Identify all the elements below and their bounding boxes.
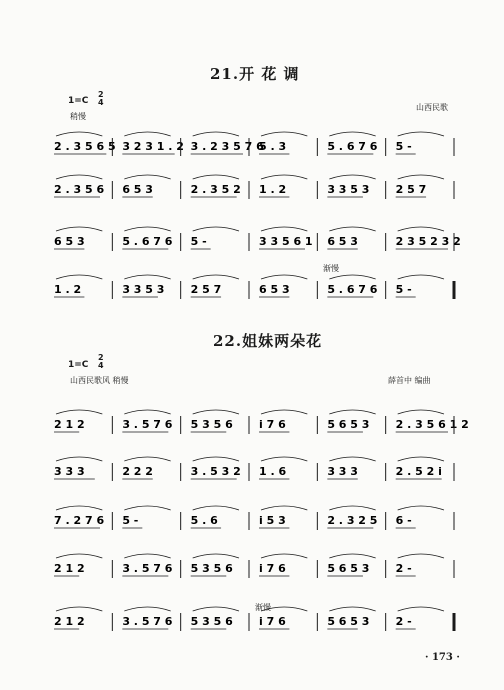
song2-slur-4-2 [193,607,239,611]
song1-slur-2-3 [261,227,307,231]
song2-slur-0-5 [398,410,444,414]
song1-measure-2-3: 3 3 5 6 1 [259,235,313,248]
song2-slur-1-5 [398,457,444,461]
song2-measure-0-3: i 7 6 [259,418,286,431]
song2-slur-3-2 [193,554,239,558]
song1-tempo: 稍慢 [70,112,86,121]
song2-measure-0-4: 5 6 5 3 [327,418,370,431]
song1-source: 山西民歌 [416,103,448,112]
song2-slur-4-1 [124,607,170,611]
song2-measure-3-1: 3 . 5 7 6 [122,562,173,575]
song2-slur-1-1 [124,457,170,461]
song1-measure-1-2: 2 . 3 5 2 [190,183,241,196]
song2-tempo-mark: 渐慢 [255,603,271,612]
song1-slur-2-1 [124,227,170,231]
song2-measure-4-5: 2 - [395,615,412,628]
song1-slur-1-3 [261,175,307,179]
song2-slur-1-4 [329,457,375,461]
song1-slur-3-0 [56,275,102,279]
song2-measure-3-2: 5 3 5 6 [190,562,233,575]
song1-measure-0-5: 5 - [395,140,412,153]
song2-measure-4-4: 5 6 5 3 [327,615,370,628]
song1-slur-2-5 [398,227,444,231]
song2-slur-2-3 [261,506,307,510]
song2-slur-2-5 [398,506,444,510]
song2-measure-2-0: 7 . 2 7 6 [54,514,105,527]
song2-measure-0-1: 3 . 5 7 6 [122,418,173,431]
song2-slur-0-3 [261,410,307,414]
song2-measure-3-5: 2 - [395,562,412,575]
song1-measure-2-1: 5 . 6 7 6 [122,235,173,248]
song1-tempo-mark: 渐慢 [323,264,339,273]
song2-title: 22.姐妹两朵花 [213,332,323,350]
song1-slur-0-3 [261,132,307,136]
song2-measure-2-1: 5 - [122,514,139,527]
song1-slur-1-5 [398,175,444,179]
meter-top: 2 [98,353,104,362]
meter-top: 2 [98,90,104,99]
song2-slur-0-1 [124,410,170,414]
song2-measure-3-0: 2 1 2 [54,562,85,575]
song1-measure-2-4: 6 5 3 [327,235,358,248]
song2-slur-2-4 [329,506,375,510]
song2-measure-4-3: i 7 6 [259,615,286,628]
song2-measure-4-2: 5 3 5 6 [190,615,233,628]
song1-title: 21.开 花 调 [210,65,300,83]
song2-slur-3-0 [56,554,102,558]
song1-measure-1-0: 2 . 3 5 6 [54,183,105,196]
song1-measure-3-3: 6 5 3 [259,283,290,296]
song1-measure-1-1: 6 5 3 [122,183,153,196]
meter-bottom: 4 [98,361,104,370]
song1-measure-3-1: 3 3 5 3 [122,283,165,296]
song2-tempo: 山西民歌风 稍慢 [70,376,129,385]
song2-measure-1-3: 1 . 6 [259,465,287,478]
song2-measure-2-4: 2 . 3 2 5 [327,514,378,527]
song2-measure-0-2: 5 3 5 6 [190,418,233,431]
song1-measure-3-5: 5 - [395,283,412,296]
song2-slur-2-2 [193,506,239,510]
song1-slur-0-4 [329,132,375,136]
song1-slur-3-4 [329,275,375,279]
song1-measure-0-3: 5 . 3 [259,140,287,153]
song1-slur-3-2 [193,275,239,279]
song2-slur-4-3 [261,607,307,611]
song1-slur-0-5 [398,132,444,136]
song2-slur-1-0 [56,457,102,461]
song2-slur-3-4 [329,554,375,558]
song2-measure-1-0: 3 3 3 [54,465,85,478]
song2-key: 1=C [68,360,89,370]
song2-measure-0-5: 2 . 3 5 6 1 2 [395,418,469,431]
song1-measure-1-5: 2 5 7 [395,183,427,196]
song1-measure-1-4: 3 3 5 3 [327,183,370,196]
song1-slur-1-2 [193,175,239,179]
song2-measure-1-2: 3 . 5 3 2 [190,465,241,478]
song2-slur-2-0 [56,506,102,510]
song2-measure-3-3: i 7 6 [259,562,286,575]
song2-measure-0-0: 2 1 2 [54,418,85,431]
song2-slur-3-1 [124,554,170,558]
song1-measure-2-2: 5 - [190,235,207,248]
song2-measure-2-3: i 5 3 [259,514,286,527]
song1-slur-1-0 [56,175,102,179]
song2-slur-3-3 [261,554,307,558]
song2-slur-3-5 [398,554,444,558]
song1-measure-0-4: 5 . 6 7 6 [327,140,378,153]
song2-slur-4-5 [398,607,444,611]
song1-measure-3-0: 1 . 2 [54,283,82,296]
song1-measure-1-3: 1 . 2 [259,183,287,196]
song2-measure-4-0: 2 1 2 [54,615,85,628]
song2-slur-1-3 [261,457,307,461]
song1-key: 1=C [68,96,89,106]
song2-slur-0-4 [329,410,375,414]
page-number: · 173 · [425,652,460,663]
song1-slur-3-5 [398,275,444,279]
song2-slur-1-2 [193,457,239,461]
song2-measure-3-4: 5 6 5 3 [327,562,370,575]
song2-composer: 薛首中 编曲 [388,376,431,385]
song2-measure-4-1: 3 . 5 7 6 [122,615,173,628]
song1-slur-3-3 [261,275,307,279]
song2-slur-4-0 [56,607,102,611]
song1-measure-0-2: 3 . 2 3 5 7 6 [190,140,264,153]
song2-slur-2-1 [124,506,170,510]
song2-slur-4-4 [329,607,375,611]
song1-measure-2-0: 6 5 3 [54,235,85,248]
song2-slur-0-2 [193,410,239,414]
song1-measure-0-0: 2 . 3 5 6 5 [54,140,116,153]
song1-slur-0-0 [56,132,102,136]
song1-slur-0-2 [193,132,239,136]
song1-slur-1-1 [124,175,170,179]
song1-slur-2-4 [329,227,375,231]
song2-slur-0-0 [56,410,102,414]
meter-bottom: 4 [98,98,104,107]
song2-measure-1-4: 3 3 3 [327,465,358,478]
song2-measure-1-5: 2 . 5 2 i [395,465,442,478]
song2-measure-1-1: 2 2 2 [122,465,153,478]
song1-measure-3-2: 2 5 7 [190,283,222,296]
song1-measure-0-1: 3 2 3 1 . 2 [122,140,184,153]
song1-slur-0-1 [124,132,170,136]
song1-measure-2-5: 2 3 5 2 3 2 [395,235,461,248]
song1-slur-3-1 [124,275,170,279]
song1-slur-2-2 [193,227,239,231]
song1-slur-2-0 [56,227,102,231]
song1-measure-3-4: 5 . 6 7 6 [327,283,378,296]
song2-measure-2-5: 6 - [395,514,412,527]
song1-slur-1-4 [329,175,375,179]
song2-measure-2-2: 5 . 6 [190,514,218,527]
